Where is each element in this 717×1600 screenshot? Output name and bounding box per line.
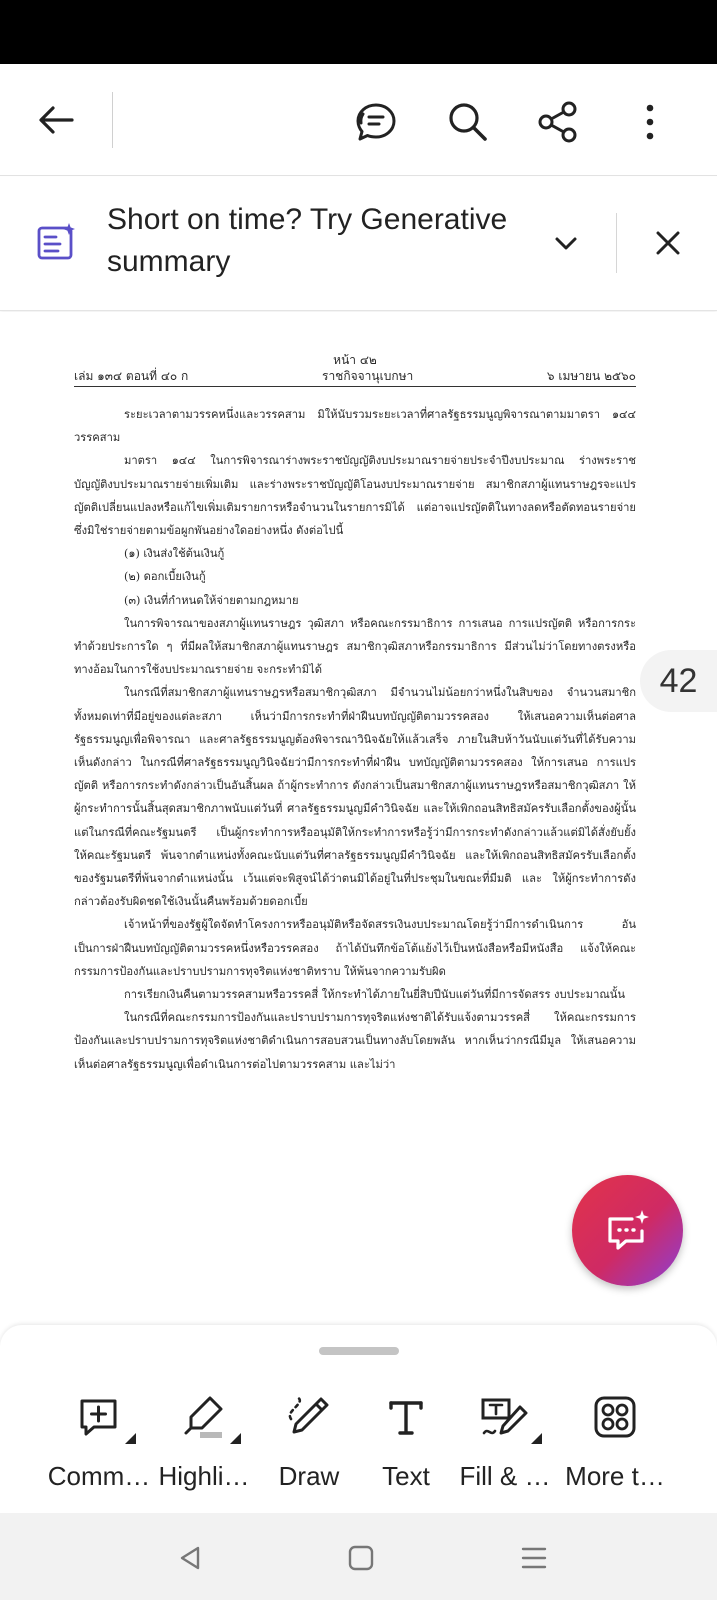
app-bar-divider xyxy=(112,92,113,148)
draw-pencil-icon xyxy=(281,1389,337,1445)
more-tools-grid-icon xyxy=(587,1389,643,1445)
list-item: (๓) เงินที่กำหนดให้จ่ายตามกฎหมาย xyxy=(124,593,299,607)
search-icon xyxy=(447,101,489,143)
fill-sign-icon xyxy=(477,1389,533,1445)
tool-highlight[interactable] xyxy=(149,1389,259,1499)
system-navigation-bar xyxy=(0,1513,717,1600)
header-gazette: ราชกิจจานุเบกษา xyxy=(322,369,414,383)
header-date: ๖ เมษายน ๒๕๖๐ xyxy=(546,369,636,383)
list-item: (๒) ดอกเบี้ยเงินกู้ xyxy=(124,570,206,584)
tool-label: Comm… xyxy=(47,1461,151,1491)
generative-summary-banner[interactable] xyxy=(0,177,717,311)
close-banner-button[interactable] xyxy=(642,217,694,269)
more-options-button[interactable] xyxy=(622,94,678,150)
paragraph: มาตรา ๑๔๔ ในการพิจารณาร่างพระราชบัญญัติงบประมาณรายจ่ายประจำปีงบประมาณ ร่างพระราชบัญญัติงบประมาณรายจ่ายเพิ่มเติม และร่างพระราชบัญญัติโอนงบประมาณรายจ่าย สมาชิกสภาผู้แทนราษฎรจะแปรญัตติเปลี่ยนแปลงหรือแก้ไขเพิ่มเติมรายการหรือจำนวนในรายการมิได้ แต่อาจแปรญัตติในทางลดหรือตัดทอนรายจ่ายซึ่งมิใช่รายจ่ายตามข้อผูกพันอย่างใดอย่างหนึ่ง ดังต่อไปนี้ xyxy=(74,454,636,538)
submenu-indicator-icon xyxy=(125,1433,136,1444)
pdf-page[interactable] xyxy=(74,352,636,1076)
ai-assistant-button[interactable] xyxy=(572,1175,683,1286)
nav-back-triangle-icon xyxy=(176,1544,204,1572)
expand-banner-button[interactable] xyxy=(540,217,592,269)
comments-icon xyxy=(354,100,398,144)
tool-label: Highli… xyxy=(158,1461,250,1491)
submenu-indicator-icon xyxy=(230,1433,241,1444)
header-volume: เล่ม ๑๓๔ ตอนที่ ๔๐ ก xyxy=(74,369,189,383)
ai-chat-sparkle-icon xyxy=(604,1207,652,1255)
page-header xyxy=(74,368,636,387)
page-header-number: หน้า ๔๒ xyxy=(333,353,377,367)
close-icon xyxy=(654,229,682,257)
back-button[interactable] xyxy=(28,92,84,148)
tool-label: Fill & … xyxy=(459,1461,551,1491)
app-bar xyxy=(0,64,717,176)
comments-button[interactable] xyxy=(348,94,404,150)
nav-recents-button[interactable] xyxy=(511,1535,557,1581)
submenu-indicator-icon xyxy=(531,1433,542,1444)
paragraph: ในการพิจารณาของสภาผู้แทนราษฎร วุฒิสภา หรือคณะกรรมาธิการ การเสนอ การแปรญัตติ หรือการกระทำด้วยประการใด ๆ ที่มีผลให้สมาชิกสภาผู้แทนราษฎร สมาชิกวุฒิสภาหรือกรรมาธิการ มีส่วนไม่ว่าโดยทางตรงหรือทางอ้อมในการใช้งบประมาณรายจ่าย จะกระทำมิได้ xyxy=(74,616,636,677)
paragraph: เจ้าหน้าที่ของรัฐผู้ใดจัดทำโครงการหรืออนุมัติหรือจัดสรรเงินงบประมาณโดยรู้ว่ามีการดำเนินการ อันเป็นการฝ่าฝืนบทบัญญัติตามวรรคหนึ่งหรือวรรคสอง ถ้าได้บันทึกข้อโต้แย้งไว้เป็นหนังสือหรือมีหนังสือ แจ้งให้คณะกรรมการป้องกันและปราบปรามการทุจริตแห่งชาติทราบ ให้พ้นจากความรับผิด xyxy=(74,918,636,978)
tool-more-tools[interactable] xyxy=(560,1389,670,1499)
nav-recents-lines-icon xyxy=(520,1544,548,1572)
chevron-down-icon xyxy=(552,229,580,257)
share-button[interactable] xyxy=(530,94,586,150)
share-icon xyxy=(536,100,580,144)
comment-plus-icon xyxy=(71,1389,127,1445)
paragraph: การเรียกเงินคืนตามวรรคสามหรือวรรคสี่ ให้กระทำได้ภายในยี่สิบปีนับแต่วันที่มีการจัดสรร งบประมาณนั้น xyxy=(124,988,626,1002)
back-arrow-icon xyxy=(36,100,76,140)
page-number-indicator: 42 xyxy=(640,650,717,712)
text-t-icon xyxy=(378,1389,434,1445)
paragraph: ระยะเวลาตามวรรคหนึ่งและวรรคสาม มิให้นับรวมระยะเวลาที่ศาลรัฐธรรมนูญพิจารณาตามมาตรา ๑๔๔ วรรคสาม xyxy=(74,408,636,445)
paragraph: ในกรณีที่สมาชิกสภาผู้แทนราษฎรหรือสมาชิกวุฒิสภา มีจำนวนไม่น้อยกว่าหนึ่งในสิบของ จำนวนสมาชิกทั้งหมดเท่าที่มีอยู่ของแต่ละสภา เห็นว่ามีการกระทำที่ฝ่าฝืนบทบัญญัติตามวรรคสอง ให้เสนอความเห็นต่อศาลรัฐธรรมนูญเพื่อพิจารณา และศาลรัฐธรรมนูญต้องพิจารณาวินิจฉัยให้แล้วเสร็จ ภายในสิบห้าวันนับแต่วันที่ได้รับความเห็นดังกล่าว ในกรณีที่ศาลรัฐธรรมนูญวินิจฉัยว่ามีการกระทำที่ฝ่าฝืน บทบัญญัติตามวรรคสอง ให้การเสนอ การแปรญัตติ หรือการกระทำดังกล่าวเป็นอันสิ้นผล ถ้าผู้กระทำการ ดังกล่าวเป็นสมาชิกสภาผู้แทนราษฎรหรือสมาชิกวุฒิสภา ให้ผู้กระทำการนั้นสิ้นสุดสมาชิกภาพนับแต่วันที่ ศาลรัฐธรรมนูญมีคำวินิจฉัย และให้เพิกถอนสิทธิสมัครรับเลือกตั้งของผู้นั้น แต่ในกรณีที่คณะรัฐมนตรี เป็นผู้กระทำการหรืออนุมัติให้กระทำการหรือรู้ว่ามีการกระทำดังกล่าวแล้วแต่มิได้สั่งยับยั้ง ให้คณะรัฐมนตรี พ้นจากตำแหน่งทั้งคณะนับแต่วันที่ศาลรัฐธรรมนูญมีคำวินิจฉัย และให้เพิกถอนสิทธิสมัครรับเลือกตั้ง ของรัฐมนตรีที่พ้นจากตำแหน่งนั้น เว้นแต่จะพิสูจน์ได้ว่าตนมิได้อยู่ในที่ประชุมในขณะที่มีมติ และ ให้ผู้กระทำการดังกล่าวต้องรับผิดชดใช้เงินนั้นคืนพร้อมด้วยดอกเบี้ย xyxy=(74,686,636,909)
highlighter-icon xyxy=(176,1389,232,1445)
nav-home-square-icon xyxy=(347,1544,375,1572)
tool-fill-sign[interactable] xyxy=(450,1389,560,1499)
nav-home-button[interactable] xyxy=(338,1535,384,1581)
search-button[interactable] xyxy=(440,94,496,150)
status-bar xyxy=(0,0,717,64)
page-body xyxy=(74,403,636,1076)
generative-summary-icon xyxy=(36,221,78,263)
list-item: (๑) เงินส่งใช้ต้นเงินกู้ xyxy=(124,547,225,561)
generative-summary-text[interactable]: Short on time? Try Generative summary xyxy=(107,203,508,278)
sheet-drag-handle[interactable] xyxy=(319,1347,399,1355)
tools-bottom-sheet xyxy=(0,1325,717,1513)
tool-comment[interactable] xyxy=(44,1389,154,1499)
tool-label: Draw xyxy=(278,1461,340,1491)
tool-label: More t… xyxy=(565,1461,665,1491)
more-vertical-icon xyxy=(642,102,658,142)
banner-divider xyxy=(616,213,617,273)
tool-label: Text xyxy=(382,1461,430,1491)
nav-back-button[interactable] xyxy=(167,1535,213,1581)
document-viewer[interactable] xyxy=(0,312,717,1295)
paragraph: ในกรณีที่คณะกรรมการป้องกันและปราบปรามการทุจริตแห่งชาติได้รับแจ้งตามวรรคสี่ ให้คณะกรรมการป้องกันและปราบปรามการทุจริตแห่งชาติดำเนินการสอบสวนเป็นทางลับโดยพลัน หากเห็นว่ากรณีมีมูล ให้เสนอความเห็นต่อศาลรัฐธรรมนูญเพื่อดำเนินการต่อไปตามวรรคสาม และไม่ว่า xyxy=(74,1011,636,1071)
